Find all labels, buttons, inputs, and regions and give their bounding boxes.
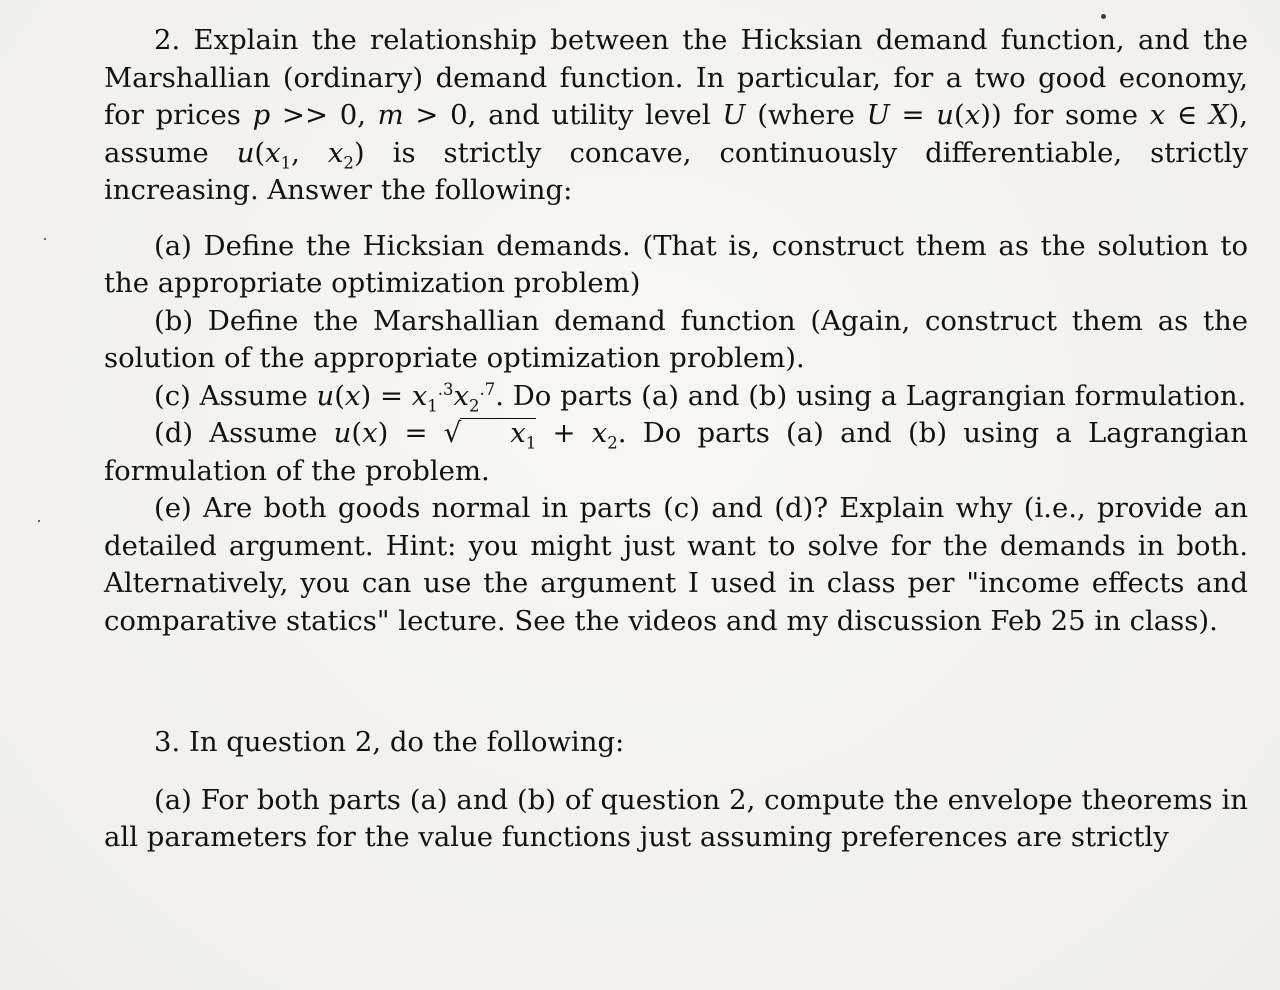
cobb-douglas-utility-math: $u(x) = x_1^{.3}x_2^{.7}$: [316, 379, 496, 415]
question-2-text-part-3: (where: [745, 99, 867, 131]
question-2-text-part-4: ) for some: [990, 99, 1150, 131]
question-2-text-part-5: ), assume: [104, 99, 1249, 169]
question-2a: (a) Define the Hicksian demands. (That is, construct them as the solution to the appropriate optimization problem): [104, 229, 1248, 299]
paper-speck: [44, 238, 46, 240]
utility-function-math: $u(x_1$, $x_2$): [236, 136, 365, 172]
question-3-intro: 3. In question 2, do the following:: [154, 726, 625, 758]
utility-level-math: U: [722, 99, 746, 131]
question-3a: (a) For both parts (a) and (b) of question 2, compute the envelope theorems in all parameters for the value functions just assuming preferences are strictly: [104, 783, 1248, 853]
question-2d-text-part-1: (d) Assume: [154, 417, 334, 449]
question-2d-text-part-2: . Do parts (a) and (b) using a Lagrangian formulation of the problem.: [104, 417, 1248, 487]
question-2-text-part-6: is strictly concave, continuously differentiable, strictly increasing. Answer the following:: [104, 136, 1248, 206]
question-2b: (b) Define the Marshallian demand function (Again, construct them as the solution of the appropriate optimization problem).: [104, 304, 1248, 374]
question-2e: (e) Are both goods normal in parts (c) and (d)? Explain why (i.e., provide an detailed argument. Hint: you might just want to solve for the demands in both. Alternatively, you can use the argument I used in class per "income effects and comparative statics" lecture. See the videos and my discussion Feb 25 in class).: [104, 492, 1248, 637]
paper-speck: [1101, 14, 1106, 19]
question-2-intro: 2. Explain the relationship between the Hicksian demand function, and the Marshallian (ordinary) demand function. In particular, for a two good economy, for prices p >> 0, m > 0, and utility level U (where U = u(x)) for some x ∈ X), assume $u(x_1$, $x_2$) is strictly concave, continuously differentiable, strictly increasing. Answer the following:: [104, 24, 1249, 206]
paper-speck: [38, 520, 40, 522]
utility-equation-math: U = u(x): [866, 99, 991, 131]
question-2c-text-part-2: . Do parts (a) and (b) using a Lagrangian formulation.: [495, 379, 1247, 412]
question-2-text-part-1: 2. Explain the relationship between the Hicksian demand function, and the Marshallian (ordinary) demand function. In particular, for a two good economy, for prices: [104, 24, 1248, 131]
question-2-text-part-2: , and utility level: [467, 99, 723, 131]
question-2d: [104, 415, 1248, 490]
prices-condition-math: p: [252, 99, 271, 131]
question-2c-text-part-1: (c) Assume: [154, 379, 317, 412]
worksheet-page: [104, 22, 1248, 857]
question-2c: [104, 378, 1248, 416]
quasilinear-utility-math: u(x) = √ $x_1 + x_2$: [333, 417, 618, 453]
x-in-X-math: x ∈ X: [1149, 99, 1229, 131]
